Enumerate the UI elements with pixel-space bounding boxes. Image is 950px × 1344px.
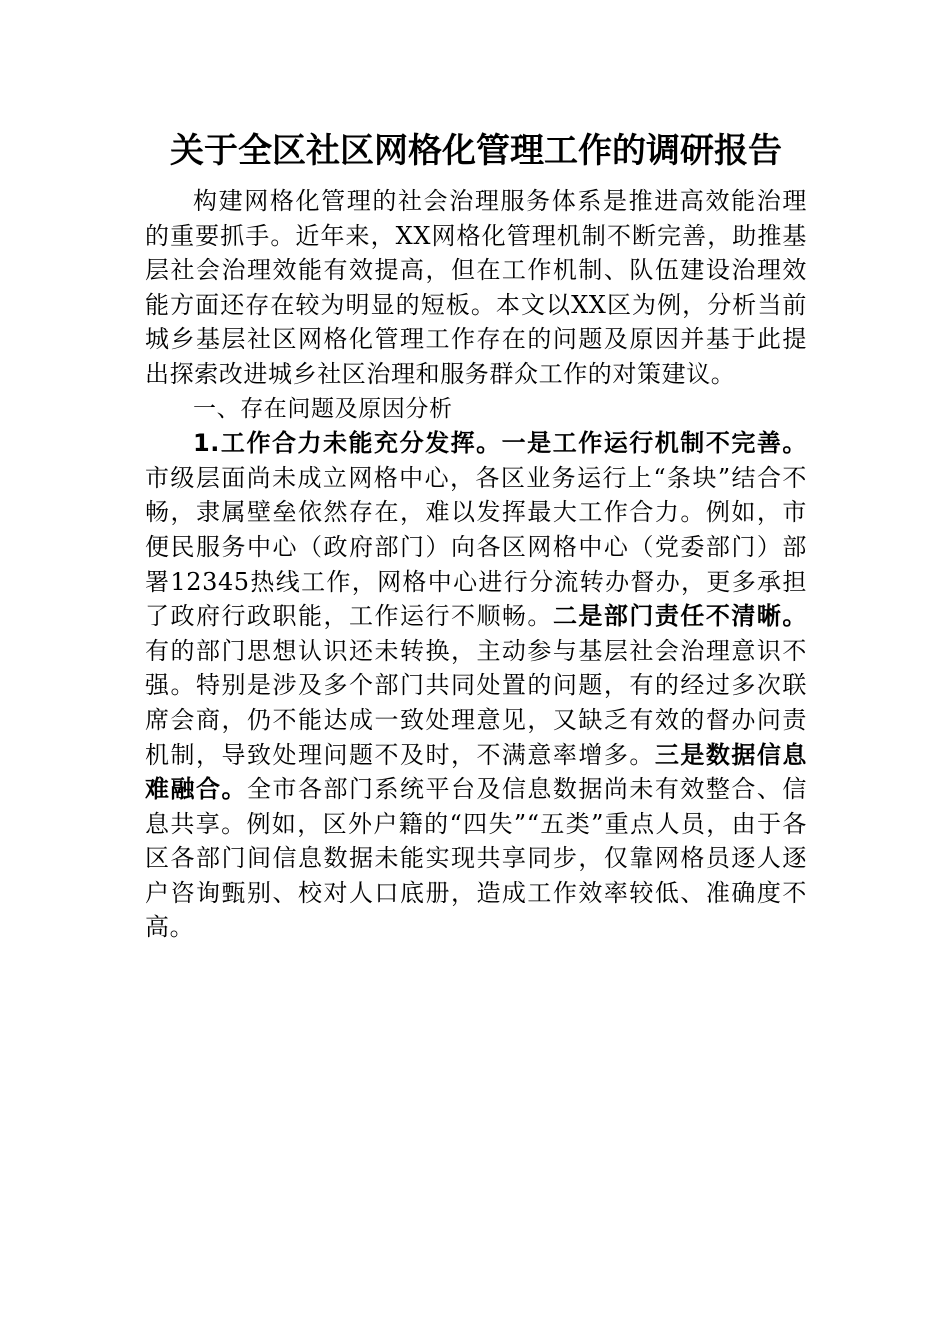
bold-point-3: 三是数据信息难融合。 — [145, 740, 807, 804]
paragraph-text-1: 市级层面尚未成立网格中心，各区业务运行上“条块”结合不畅，隶属壁垒依然存在，难以发挥最大工作合力。例如，市便民服务中心（政府部门）向各区网格中心（党委部门）部署12345热线工作，网格中心进行分流转办督办，更多承担了政府行政职能，工作运行不顺畅。 — [145, 463, 807, 631]
intro-paragraph: 构建网格化管理的社会治理服务体系是推进高效能治理的重要抓手。近年来，XX网格化管理机制不断完善，助推基层社会治理效能有效提高，但在工作机制、队伍建设治理效能方面还存在较为明显的短板。本文以XX区为例，分析当前城乡基层社区网格化管理工作存在的问题及原因并基于此提出探索改进城乡社区治理和服务群众工作的对策建议。 — [145, 187, 807, 388]
paragraph-text-2: 有的部门思想认识还未转换，主动参与基层社会治理意识不强。特别是涉及多个部门共同处置的问题，有的经过多次联席会商，仍不能达成一致处理意见，又缺乏有效的督办问责机制，导致处理问题不及时，不满意率增多。 — [145, 636, 807, 769]
document-title: 关于全区社区网格化管理工作的调研报告 — [170, 131, 782, 171]
paragraph-text-3: 全市各部门系统平台及信息数据尚未有效整合、信息共享。例如，区外户籍的“四失”“五类”重点人员，由于各区各部门间信息数据未能实现共享同步，仅靠网格员逐人逐户咨询甄别、校对人口底册，造成工作效率较低、准确度不高。 — [145, 775, 807, 942]
document-body — [145, 128, 807, 945]
section-heading: 一、存在问题及原因分析 — [193, 395, 453, 422]
bold-point-2: 二是部门责任不清晰。 — [552, 602, 807, 631]
section-paragraph — [145, 426, 807, 945]
bold-lead: 1.工作合力未能充分发挥。一是工作运行机制不完善。 — [193, 429, 807, 458]
